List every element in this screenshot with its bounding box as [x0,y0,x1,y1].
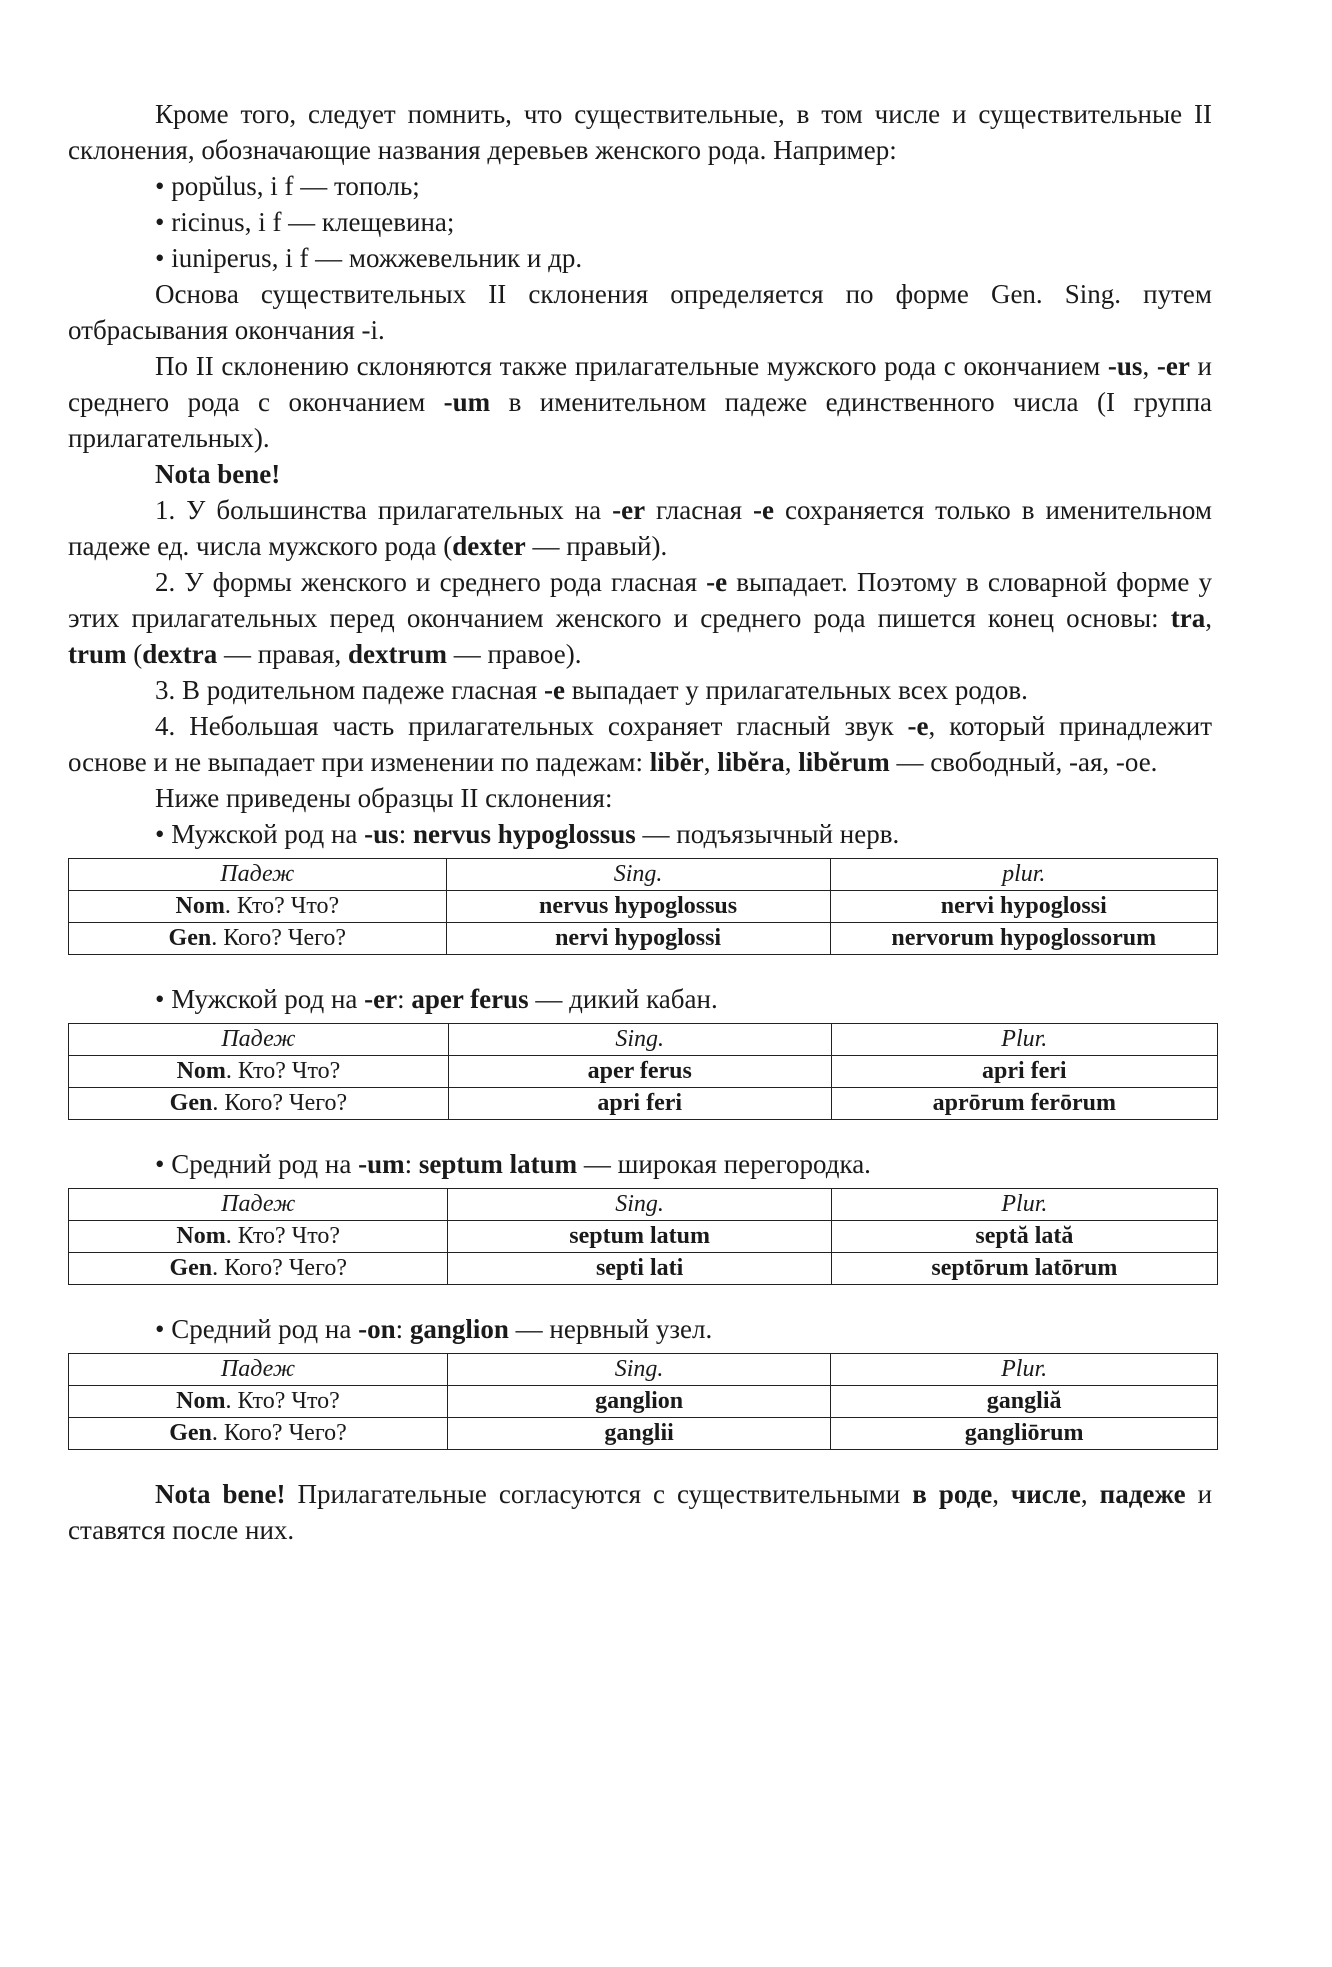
nota-item-3: 3. В родительном падеже гласная -e выпадает у прилагательных всех родов. [155,675,1028,705]
table-row [69,1418,1218,1450]
header-plur: plur. [830,859,1217,891]
table-2-intro: • Мужской род на -er: aper ferus — дикий кабан. [155,984,718,1014]
table-header-row [69,1024,1218,1056]
nota-item-1: 1. У большинства прилагательных на -er гласная -e сохраняется только в именительном падеже ед. числа мужского рода (dexter — правый). [68,495,1212,561]
sing-cell: nervus hypoglossus [446,891,830,923]
sing-cell: septi lati [448,1253,831,1285]
nota-item-4: 4. Небольшая часть прилагательных сохраняет гласный звук -e, который принадлежит основе и не выпадает при изменении по падежам: libĕr, libĕra, libĕrum — свободный, -ая, -ое. [68,711,1212,777]
table-row [69,923,1218,955]
table-header-row [69,859,1218,891]
header-case: Падеж [69,1189,448,1221]
header-sing: Sing. [448,1189,831,1221]
header-sing: Sing. [448,1024,831,1056]
plur-cell: gangliōrum [831,1418,1218,1450]
example-tree-3: • iuniperus, i f — можжевельник и др. [155,243,583,273]
table-4-intro: • Средний род на -on: ganglion — нервный узел. [155,1314,713,1344]
table-header-row [69,1354,1218,1386]
example-tree-2: • ricinus, i f — клещевина; [155,207,455,237]
declension-table-2 [68,1023,1218,1120]
nota-item-2: 2. У формы женского и среднего рода гласная -e выпадает. Поэтому в словарной форме у этих прилагательных перед окончанием женского и среднего рода пишется конец основы: tra, trum (dextra — правая, dextrum — правое). [68,567,1212,669]
case-cell: Nom. Кто? Что? [69,891,447,923]
sing-cell: septum latum [448,1221,831,1253]
plur-cell: aprōrum ferōrum [831,1088,1217,1120]
sing-cell: nervi hypoglossi [446,923,830,955]
table-3-intro: • Средний род на -um: septum latum — широкая перегородка. [155,1149,871,1179]
table-row [69,1056,1218,1088]
table-row [69,1386,1218,1418]
case-cell: Gen. Кого? Чего? [69,1088,449,1120]
stem-paragraph: Основа существительных II склонения определяется по форме Gen. Sing. путем отбрасывания окончания -i. [68,279,1212,345]
table-header-row [69,1189,1218,1221]
case-cell: Gen. Кого? Чего? [69,1418,448,1450]
table-row [69,1088,1218,1120]
header-sing: Sing. [446,859,830,891]
case-cell: Nom. Кто? Что? [69,1221,448,1253]
example-tree-1: • popŭlus, i f — тополь; [155,171,420,201]
case-cell: Nom. Кто? Что? [69,1056,449,1088]
declension-table-3 [68,1188,1218,1285]
table-row [69,1253,1218,1285]
sing-cell: ganglion [447,1386,830,1418]
header-sing: Sing. [447,1354,830,1386]
declension-table-1 [68,858,1218,955]
case-cell: Gen. Кого? Чего? [69,923,447,955]
header-plur: Plur. [831,1354,1218,1386]
plur-cell: septōrum latōrum [831,1253,1217,1285]
header-case: Падеж [69,1354,448,1386]
header-case: Падеж [69,1024,449,1056]
plur-cell: septă lată [831,1221,1217,1253]
plur-cell: apri feri [831,1056,1217,1088]
nota-bene-heading: Nota bene! [155,459,281,489]
intro-paragraph: Кроме того, следует помнить, что существительные, в том числе и существительные II склонения, обозначающие названия деревьев женского рода. Например: [68,99,1212,165]
plur-cell: nervi hypoglossi [830,891,1217,923]
case-cell: Nom. Кто? Что? [69,1386,448,1418]
header-plur: Plur. [831,1189,1217,1221]
plur-cell: nervorum hypoglossorum [830,923,1217,955]
plur-cell: gangliă [831,1386,1218,1418]
sing-cell: ganglii [447,1418,830,1450]
samples-intro: Ниже приведены образцы II склонения: [155,783,613,813]
adjectives-paragraph: По II склонению склоняются также прилагательные мужского рода с окончанием -us, -er и среднего рода с окончанием -um в именительном падеже единственного числа (I группа прилагательных). [68,351,1213,453]
header-plur: Plur. [831,1024,1217,1056]
table-row [69,891,1218,923]
sing-cell: apri feri [448,1088,831,1120]
header-case: Падеж [69,859,447,891]
declension-table-4 [68,1353,1218,1450]
case-cell: Gen. Кого? Чего? [69,1253,448,1285]
final-nota-bene: Nota bene! Прилагательные согласуются с существительными в роде, числе, падеже и ставятся после них. [68,1479,1213,1545]
table-row [69,1221,1218,1253]
table-1-intro: • Мужской род на -us: nervus hypoglossus — подъязычный нерв. [155,819,900,849]
sing-cell: aper ferus [448,1056,831,1088]
